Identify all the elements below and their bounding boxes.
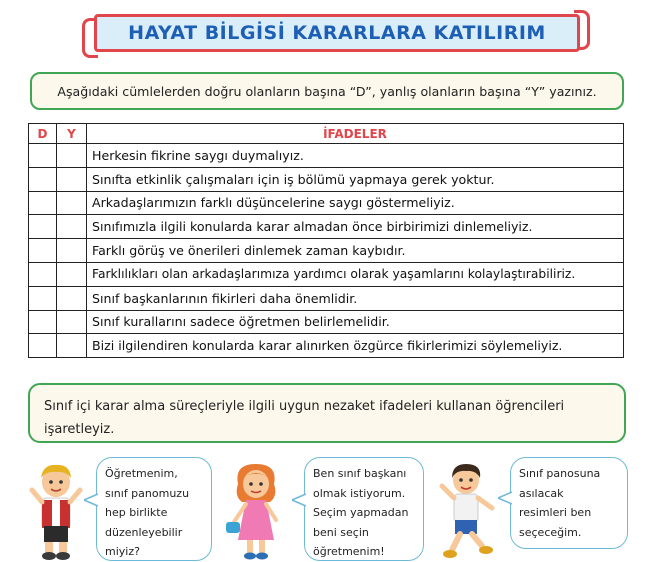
prompt-text: Sınıf içi karar alma süreçleriyle ilgili uygun nezaket ifadeleri kullanan öğrencileri işaretleyiz. <box>44 399 565 437</box>
table-row <box>29 310 624 334</box>
table-row <box>29 191 624 215</box>
speech-bubble-1 <box>96 457 212 561</box>
answer-cell-y[interactable] <box>57 286 87 310</box>
statement-text: Sınıfımızla ilgili konularda karar almadan önce birbirimizi dinlemeliyiz. <box>87 215 624 239</box>
answer-cell-y[interactable] <box>57 215 87 239</box>
speech-bubble-2 <box>304 457 424 561</box>
girl-illustration <box>222 462 290 561</box>
table-row <box>29 167 624 191</box>
page-title: HAYAT BİLGİSİ KARARLARA KATILIRIM <box>128 22 546 44</box>
statements-table <box>28 123 624 358</box>
table-row <box>29 334 624 358</box>
prompt-box <box>28 383 626 443</box>
answer-cell-y[interactable] <box>57 167 87 191</box>
table-row <box>29 286 624 310</box>
answer-cell-d[interactable] <box>29 334 57 358</box>
statement-text: Farklılıkları olan arkadaşlarımıza yardımcı olarak yaşamlarını kolaylaştırabiliriz. <box>87 262 624 286</box>
header-y: Y <box>57 124 87 144</box>
table-row <box>29 262 624 286</box>
header-d: D <box>29 124 57 144</box>
header-statements: İFADELER <box>87 124 624 144</box>
statement-text: Sınıfta etkinlik çalışmaları için iş bölümü yapmaya gerek yoktur. <box>87 167 624 191</box>
statement-text: Sınıf kurallarını sadece öğretmen belirlemelidir. <box>87 310 624 334</box>
title-box <box>94 14 580 52</box>
bubble-tail-1 <box>84 492 98 508</box>
boy-illustration <box>28 462 84 561</box>
statement-text: Farklı görüş ve önerileri dinlemek zaman kaybıdır. <box>87 239 624 263</box>
speech-text-3: Sınıf panosuna asılacak resimleri ben seçeceğim. <box>519 467 601 539</box>
statement-text: Herkesin fikrine saygı duymalıyız. <box>87 144 624 168</box>
table-row <box>29 239 624 263</box>
answer-cell-d[interactable] <box>29 191 57 215</box>
answer-cell-d[interactable] <box>29 167 57 191</box>
bubble-tail-3 <box>498 490 512 506</box>
table-row <box>29 215 624 239</box>
running-boy-illustration <box>436 462 500 561</box>
answer-cell-d[interactable] <box>29 239 57 263</box>
statement-text: Sınıf başkanlarının fikirleri daha önemlidir. <box>87 286 624 310</box>
speech-text-1: Öğretmenim, sınıf panomuzu hep birlikte düzenleyebilir miyiz? <box>105 467 190 558</box>
answer-cell-y[interactable] <box>57 334 87 358</box>
answer-cell-d[interactable] <box>29 144 57 168</box>
answer-cell-y[interactable] <box>57 262 87 286</box>
answer-cell-d[interactable] <box>29 310 57 334</box>
answer-cell-y[interactable] <box>57 310 87 334</box>
answer-cell-d[interactable] <box>29 286 57 310</box>
speech-bubble-3 <box>510 457 628 549</box>
answer-cell-y[interactable] <box>57 191 87 215</box>
bubble-tail-2 <box>292 492 306 508</box>
answer-cell-y[interactable] <box>57 239 87 263</box>
statement-text: Bizi ilgilendiren konularda karar alınırken özgürce fikirlerimizi söylemeliyiz. <box>87 334 624 358</box>
answer-cell-y[interactable] <box>57 144 87 168</box>
speech-text-2: Ben sınıf başkanı olmak istiyorum. Seçim yapmadan beni seçin öğretmenim! <box>313 467 409 558</box>
statement-text: Arkadaşlarımızın farklı düşüncelerine saygı göstermeliyiz. <box>87 191 624 215</box>
instruction-box <box>30 72 624 110</box>
table-row <box>29 144 624 168</box>
title-banner <box>82 8 590 60</box>
instruction-text: Aşağıdaki cümlelerden doğru olanların başına “D”, yanlış olanların başına “Y” yazınız. <box>57 83 597 99</box>
answer-cell-d[interactable] <box>29 262 57 286</box>
table-header-row <box>29 124 624 144</box>
answer-cell-d[interactable] <box>29 215 57 239</box>
